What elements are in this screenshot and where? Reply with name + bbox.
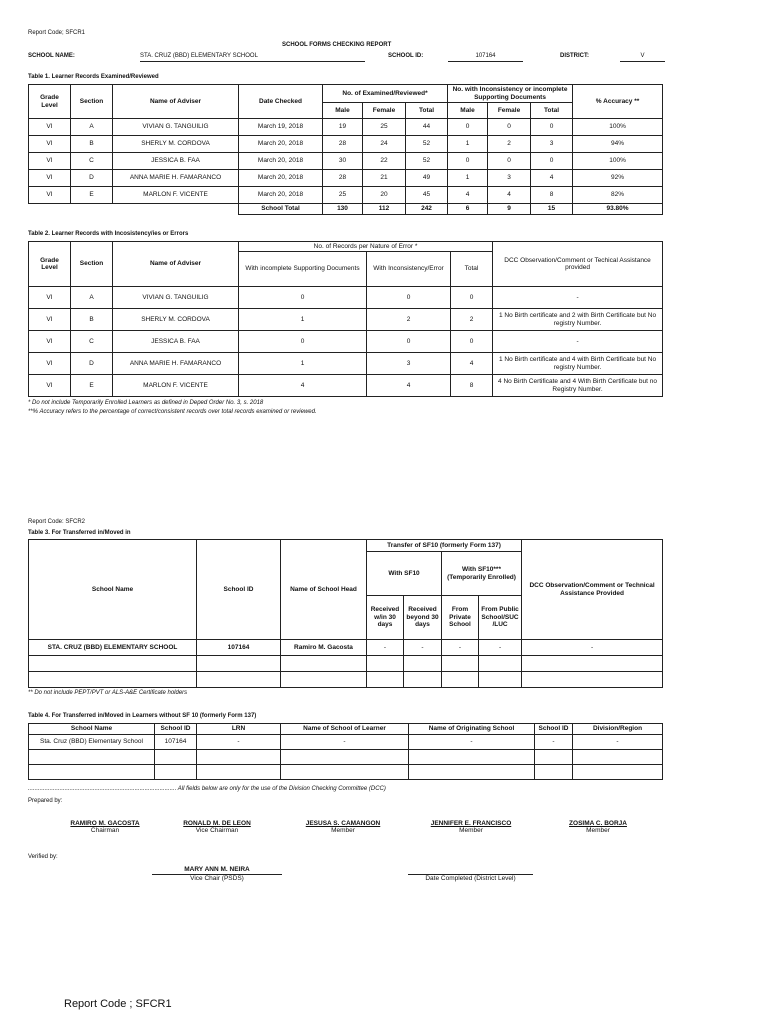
cell: 93.80%: [573, 204, 663, 215]
t4-h-origin: Name of Originating School: [409, 724, 535, 735]
cell: Sta. Cruz (BBD) Elementary School: [29, 735, 155, 750]
school-name-field: [140, 53, 365, 62]
t4-h-school-id2: School ID: [535, 724, 573, 735]
t3-h-with-sf10-temp: With SF10*** (Temporarily Enrolled): [442, 552, 522, 596]
table-row: [29, 375, 663, 397]
cell: -: [479, 640, 522, 656]
cell: MARLON F. VICENTE: [113, 375, 239, 397]
district-label: DISTRICT:: [560, 53, 589, 59]
cell: VI: [29, 287, 71, 309]
cell: 49: [406, 170, 448, 187]
t1-h-inconsistency: No. with Inconsistency or incomplete Supporting Documents: [448, 85, 573, 103]
signer-block: [406, 820, 536, 834]
table-row: [29, 735, 663, 750]
t1-h-section: Section: [71, 85, 113, 119]
table-row: [29, 309, 663, 331]
cell: 130: [323, 204, 363, 215]
cell: -: [573, 735, 663, 750]
table2: [28, 241, 663, 397]
cell: Ramiro M. Gacosta: [281, 640, 367, 656]
cell: 45: [406, 187, 448, 204]
table-total-row: [29, 204, 663, 215]
t3-h-school-id: School ID: [197, 540, 281, 640]
cell: 242: [406, 204, 448, 215]
t3-h-dcc: DCC Observation/Comment or Technical Assistance Provided: [522, 540, 663, 640]
cell: 25: [363, 119, 406, 136]
table1-caption: Table 1. Learner Records Examined/Reviewed: [28, 74, 159, 80]
cell: 25: [323, 187, 363, 204]
cell: 1: [448, 136, 488, 153]
cell: 22: [363, 153, 406, 170]
cell: [367, 656, 404, 672]
cell: 2: [488, 136, 531, 153]
cell: 52: [406, 136, 448, 153]
t3-h-beyond30: Received beyond 30 days: [404, 596, 442, 640]
verifier-role: Vice Chair (PSDS): [152, 874, 282, 882]
cell: March 19, 2018: [239, 119, 323, 136]
t3-h-within30: Received w/in 30 days: [367, 596, 404, 640]
cell: VI: [29, 187, 71, 204]
cell: -: [442, 640, 479, 656]
table1: [28, 84, 663, 215]
cell: [281, 672, 367, 688]
cell: JESSICA B. FAA: [113, 153, 239, 170]
cell: 107164: [155, 735, 197, 750]
cell: 15: [531, 204, 573, 215]
cell: 6: [448, 204, 488, 215]
cell: 0: [239, 331, 367, 353]
cell: -: [522, 640, 663, 656]
report-title: SCHOOL FORMS CHECKING REPORT: [282, 42, 392, 48]
cell: 0: [488, 119, 531, 136]
t1-h-i-female: Female: [488, 103, 531, 119]
table-row: [29, 187, 663, 204]
t1-h-grade: Grade Level: [29, 85, 71, 119]
cell: -: [493, 331, 663, 353]
t2-h-incomplete: With incomplete Supporting Documents: [239, 252, 367, 287]
t1-h-date: Date Checked: [239, 85, 323, 119]
signer-block: [278, 820, 408, 834]
table-row: [29, 136, 663, 153]
cell: [522, 672, 663, 688]
cell: 8: [531, 187, 573, 204]
cell: 28: [323, 136, 363, 153]
cell: -: [493, 287, 663, 309]
cell: [197, 672, 281, 688]
cell: SHERLY M. CORDOVA: [113, 309, 239, 331]
table3-note: ** Do not include PEPT/PVT or ALS-A&E Certificate holders: [28, 690, 188, 696]
t1-h-male: Male: [323, 103, 363, 119]
cell: 44: [406, 119, 448, 136]
prepared-by-label: Prepared by:: [28, 798, 63, 804]
cell: 20: [363, 187, 406, 204]
signer-role: Member: [331, 827, 355, 834]
cell: [281, 765, 409, 780]
cell: 0: [367, 331, 451, 353]
t3-h-private: From Private School: [442, 596, 479, 640]
cell: 0: [531, 153, 573, 170]
t1-h-total: Total: [406, 103, 448, 119]
cell: [404, 672, 442, 688]
cell: 3: [531, 136, 573, 153]
signer-name: RAMIRO M. GACOSTA: [70, 820, 140, 827]
cell: 2: [451, 309, 493, 331]
cell: 3: [367, 353, 451, 375]
report-code: Report Code; SFCR1: [28, 30, 86, 36]
school-name-value: STA. CRUZ (BBD) ELEMENTARY SCHOOL: [140, 53, 258, 59]
cell: 1 No Birth certificate and 4 with Birth Certificate but No registry Number.: [493, 353, 663, 375]
cell: 1: [448, 170, 488, 187]
table-row: [29, 119, 663, 136]
t1-h-i-male: Male: [448, 103, 488, 119]
cell: VIVIAN G. TANGUILIG: [113, 287, 239, 309]
verifier-block: [152, 866, 282, 882]
cell: 28: [323, 170, 363, 187]
t1-h-female: Female: [363, 103, 406, 119]
cell: C: [71, 153, 113, 170]
t1-h-adviser: Name of Adviser: [113, 85, 239, 119]
cell: March 20, 2018: [239, 187, 323, 204]
cell: -: [367, 640, 404, 656]
cell: [479, 672, 522, 688]
cell: -: [409, 735, 535, 750]
report-code-2: Report Code: SFCR2: [28, 519, 86, 525]
cell: C: [71, 331, 113, 353]
cell: MARLON F. VICENTE: [113, 187, 239, 204]
cell: [29, 656, 197, 672]
cell: 100%: [573, 119, 663, 136]
cell: [281, 750, 409, 765]
cell: [155, 765, 197, 780]
cell: [479, 656, 522, 672]
cell: 30: [323, 153, 363, 170]
cell: 4 No Birth Certificate and 4 With Birth Certificate but no Registry Number.: [493, 375, 663, 397]
signer-role: Chairman: [90, 827, 120, 834]
cell: [442, 672, 479, 688]
dcc-note: ......................................................................................... All fields below are only for the use of the Division Checking Committee (DCC): [28, 786, 386, 792]
t1-h-examined: No. of Examined/Reviewed*: [323, 85, 448, 103]
t2-h-total: Total: [451, 252, 493, 287]
date-completed-label: Date Completed (District Level): [425, 875, 516, 882]
cell: [155, 750, 197, 765]
cell: 4: [531, 170, 573, 187]
cell: [29, 750, 155, 765]
cell: 0: [239, 287, 367, 309]
cell: 3: [488, 170, 531, 187]
cell: [29, 672, 197, 688]
cell: VI: [29, 170, 71, 187]
table-row: [29, 640, 663, 656]
signer-block: [533, 820, 663, 834]
t3-h-school-head: Name of School Head: [281, 540, 367, 640]
table-row: [29, 672, 663, 688]
total-label: School Total: [239, 204, 323, 215]
t3-h-school-name: School Name: [29, 540, 197, 640]
signer-name: JENNIFER E. FRANCISCO: [430, 820, 512, 827]
cell: JESSICA B. FAA: [113, 331, 239, 353]
table-row: [29, 153, 663, 170]
t3-h-transfer: Transfer of SF10 (formerly Form 137): [367, 540, 522, 552]
table-row: [29, 750, 663, 765]
cell: D: [71, 353, 113, 375]
signer-role: Vice Chairman: [195, 827, 239, 834]
cell: 0: [367, 287, 451, 309]
school-name-label: SCHOOL NAME:: [28, 53, 75, 59]
cell: VI: [29, 309, 71, 331]
t4-h-school-name: School Name: [29, 724, 155, 735]
t4-h-school-id: School ID: [155, 724, 197, 735]
signer-block: [152, 820, 282, 834]
cell: 8: [451, 375, 493, 397]
cell: 0: [448, 153, 488, 170]
cell: 92%: [573, 170, 663, 187]
spacer: [29, 204, 239, 215]
signer-name: ZOSIMA C. BORJA: [569, 820, 627, 827]
cell: A: [71, 119, 113, 136]
signer-name: RONALD M. DE LEON: [183, 820, 251, 827]
table2-note-2: **% Accuracy refers to the percentage of correct/consistent records over total records examined or reviewed.: [28, 409, 317, 415]
verified-by-label: Verified by:: [28, 854, 58, 860]
cell: [197, 750, 281, 765]
date-completed-line: [408, 874, 533, 882]
cell: A: [71, 287, 113, 309]
cell: 4: [448, 187, 488, 204]
cell: VIVIAN G. TANGUILIG: [113, 119, 239, 136]
cell: [404, 656, 442, 672]
cell: D: [71, 170, 113, 187]
cell: 112: [363, 204, 406, 215]
cell: [442, 656, 479, 672]
cell: 24: [363, 136, 406, 153]
table2-caption: Table 2. Learner Records with Incosistency/ies or Errors: [28, 231, 189, 237]
cell: [535, 750, 573, 765]
t2-h-dcc: DCC Observation/Comment or Techical Assistance provided: [493, 242, 663, 287]
t2-h-inconsistency: With Inconsistency/Error: [367, 252, 451, 287]
cell: VI: [29, 136, 71, 153]
cell: 4: [239, 375, 367, 397]
cell: VI: [29, 153, 71, 170]
cell: 1: [239, 353, 367, 375]
cell: VI: [29, 375, 71, 397]
table-row: [29, 765, 663, 780]
cell: 100%: [573, 153, 663, 170]
table3: [28, 539, 663, 688]
cell: 94%: [573, 136, 663, 153]
t2-h-adviser: Name of Adviser: [113, 242, 239, 287]
cell: 0: [488, 153, 531, 170]
t3-h-with-sf10: With SF10: [367, 552, 442, 596]
cell: -: [281, 735, 409, 750]
cell: 1: [239, 309, 367, 331]
cell: [409, 750, 535, 765]
table-row: [29, 656, 663, 672]
district-value: V: [640, 53, 645, 59]
table-row: [29, 287, 663, 309]
cell: March 20, 2018: [239, 153, 323, 170]
school-id-field: [448, 53, 523, 62]
cell: [573, 750, 663, 765]
t2-h-grade: Grade Level: [29, 242, 71, 287]
cell: [522, 656, 663, 672]
cell: 2: [367, 309, 451, 331]
cell: ANNA MARIE H. FAMARANCO: [113, 170, 239, 187]
cell: -: [404, 640, 442, 656]
cell: 0: [451, 331, 493, 353]
cell: STA. CRUZ (BBD) ELEMENTARY SCHOOL: [29, 640, 197, 656]
signer-name: JESUSA S. CAMANGON: [305, 820, 381, 827]
cell: E: [71, 375, 113, 397]
cell: [535, 765, 573, 780]
cell: 52: [406, 153, 448, 170]
cell: SHERLY M. CORDOVA: [113, 136, 239, 153]
table-row: [29, 170, 663, 187]
t2-h-nature: No. of Records per Nature of Error *: [239, 242, 493, 252]
cell: [29, 765, 155, 780]
t3-h-public: From Public School/SUC /LUC: [479, 596, 522, 640]
t4-h-learner-school: Name of School of Learner: [281, 724, 409, 735]
cell: VI: [29, 353, 71, 375]
cell: [197, 765, 281, 780]
t4-h-division: Division/Region: [573, 724, 663, 735]
cell: 82%: [573, 187, 663, 204]
cell: [197, 656, 281, 672]
cell: 0: [451, 287, 493, 309]
district-field: [620, 53, 665, 62]
cell: March 20, 2018: [239, 170, 323, 187]
t1-h-i-total: Total: [531, 103, 573, 119]
cell: ANNA MARIE H. FAMARANCO: [113, 353, 239, 375]
signer-block: [40, 820, 170, 834]
cell: 9: [488, 204, 531, 215]
table2-note-1: * Do not include Temporarily Enrolled Learners as defined in Deped Order No. 3, s. 2018: [28, 400, 264, 406]
t2-h-section: Section: [71, 242, 113, 287]
cell: March 20, 2018: [239, 136, 323, 153]
table-row: [29, 331, 663, 353]
cell: B: [71, 309, 113, 331]
t1-h-accuracy: % Accuracy **: [573, 85, 663, 119]
cell: 4: [451, 353, 493, 375]
cell: [367, 672, 404, 688]
cell: 0: [531, 119, 573, 136]
table4-caption: Table 4. For Transferred in/Moved in Learners without SF 10 (formerly Form 137): [28, 713, 257, 719]
signer-role: Member: [586, 827, 610, 834]
cell: VI: [29, 331, 71, 353]
cell: VI: [29, 119, 71, 136]
cell: 4: [367, 375, 451, 397]
cell: 21: [363, 170, 406, 187]
table4: [28, 723, 663, 780]
cell: -: [535, 735, 573, 750]
cell: [281, 656, 367, 672]
cell: 107164: [197, 640, 281, 656]
cell: B: [71, 136, 113, 153]
table3-caption: Table 3. For Transferred in/Moved in: [28, 530, 131, 536]
cell: 1 No Birth certificate and 2 with Birth Certificate but No registry Number.: [493, 309, 663, 331]
footer-report-code: Report Code ; SFCR1: [64, 998, 172, 1010]
table-row: [29, 353, 663, 375]
cell: [409, 765, 535, 780]
verifier-name: MARY ANN M. NEIRA: [184, 866, 250, 873]
cell: [573, 765, 663, 780]
cell: E: [71, 187, 113, 204]
signer-role: Member: [459, 827, 483, 834]
cell: 4: [488, 187, 531, 204]
t4-h-lrn: LRN: [197, 724, 281, 735]
school-id-label: SCHOOL ID:: [388, 53, 424, 59]
cell: -: [197, 735, 281, 750]
cell: 0: [448, 119, 488, 136]
cell: 19: [323, 119, 363, 136]
school-id-value: 107164: [475, 53, 496, 59]
